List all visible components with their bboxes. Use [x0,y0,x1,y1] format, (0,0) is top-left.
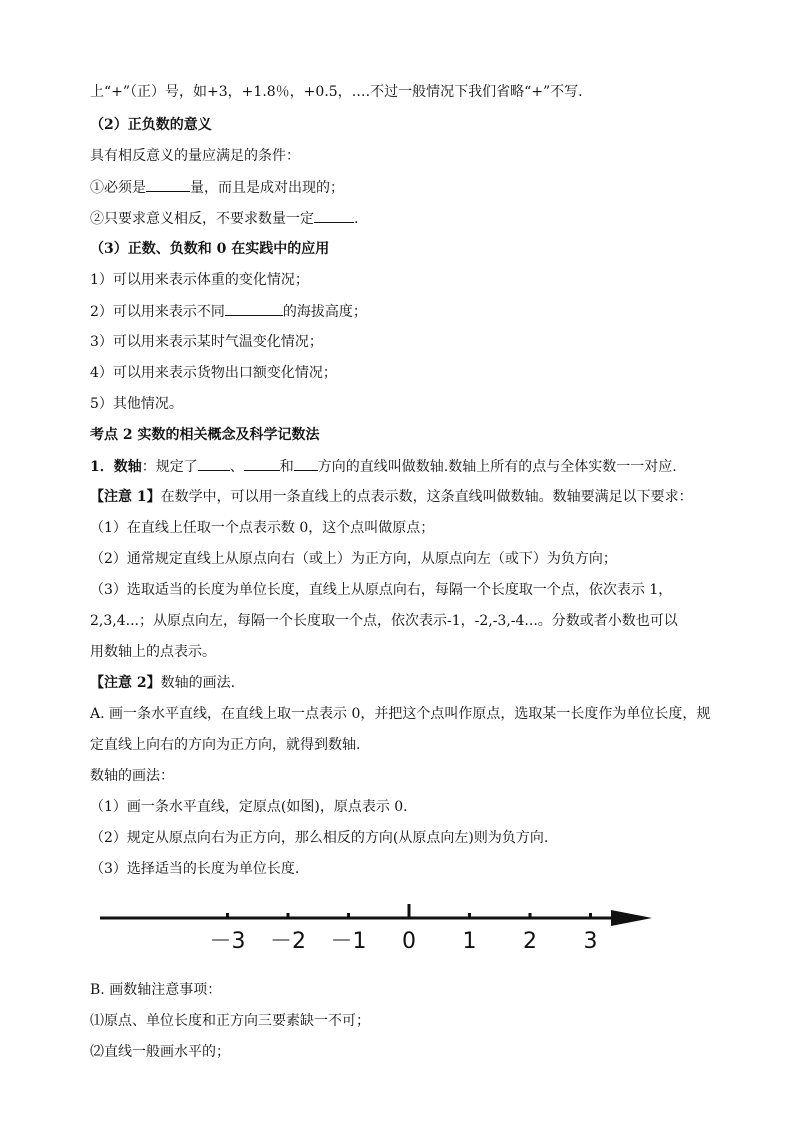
note-label: 【注意 1】 [90,489,161,505]
fill-in-blank [146,177,190,192]
text-line: 数轴的画法： [90,768,174,784]
text-line: ⑵直线一般画水平的； [90,1044,230,1060]
text-segment: 、 [229,459,244,475]
text-line: 上“+”（正）号，如+3，+1.8％，+0.5，….不过一般情况下我们省略“+”不写. [90,84,583,100]
fill-in-blank [225,301,283,316]
section-heading: （3）正数、负数和 0 在实践中的应用 [90,241,330,257]
arrow-head-icon [611,910,652,926]
text-segment: 和 [279,459,294,475]
tick-label: －2 [270,929,306,954]
text-line [90,456,677,477]
text-line: B. 画数轴注意事项： [90,982,222,998]
text-line: 4）可以用来表示货物出口额变化情况； [90,365,337,381]
text-segment: 方向的直线叫做数轴.数轴上所有的点与全体实数一一对应. [317,459,677,475]
tick-label-group [210,929,598,954]
tick-label: －3 [209,929,246,954]
text-line [90,208,358,229]
text-line: ⑴原点、单位长度和正方向三要素缺一不可； [90,1013,370,1029]
text-line: 2,3,4...；从原点向左，每隔一个长度取一个点，依次表示-1，-2,-3,-4...。分数或者小数也可以 [90,613,678,629]
text-line: （2）规定从原点向右为正方向，那么相反的方向(从原点向左)则为负方向. [90,830,549,846]
text-segment: ①必须是 [90,180,146,196]
tick-label: 2 [523,929,537,954]
text-line: 1）可以用来表示体重的变化情况； [90,272,309,288]
text-line: 3）可以用来表示某时气温变化情况； [90,334,323,350]
text-line [90,301,367,322]
tick-group [228,904,591,918]
term-label: 1．数轴 [90,459,142,475]
text-line: （3）选取适当的长度为单位长度，直线上从原点向右，每隔一个长度取一个点，依次表示 1， [90,582,673,598]
text-segment: ：规定了 [141,459,198,475]
tick-label: 3 [583,929,598,954]
text-segment: 量，而且是成对出现的； [190,180,344,196]
text-line: 用数轴上的点表示。 [90,644,216,660]
text-segment: 2）可以用来表示不同 [90,304,225,320]
text-line: （1）在直线上任取一个点表示数 0，这个点叫做原点； [90,520,435,536]
text-line: （1）画一条水平直线，定原点(如图)，原点表示 0. [90,799,408,815]
text-segment: 在数学中，可以用一条直线上的点表示数，这条直线叫做数轴。数轴要满足以下要求： [160,489,693,505]
text-segment: . [354,211,359,227]
tick-label: 1 [462,929,477,954]
section-heading: （2）正负数的意义 [90,117,212,133]
text-segment: ②只要求意义相反，不要求数量一定 [90,211,314,227]
number-line-figure [98,896,658,960]
text-segment: 数轴的画法. [160,675,236,691]
text-line: A. 画一条水平直线，在直线上取一点表示 0，并把这个点叫作原点，选取某一长度作为单位长度，规 [90,706,711,722]
fill-in-blank [198,456,230,471]
tick-label: 0 [402,929,416,954]
text-segment: 的海拔高度； [282,304,367,320]
text-line [90,177,344,198]
fill-in-blank [314,208,354,223]
fill-in-blank [244,456,280,471]
section-heading: 考点 2 实数的相关概念及科学记数法 [90,427,320,443]
text-line [90,487,693,507]
text-line [90,673,235,693]
text-line: 定直线上向右的方向为正方向，就得到数轴. [90,737,361,753]
text-line: （3）选择适当的长度为单位长度. [90,861,300,877]
fill-in-blank [294,456,318,471]
note-label: 【注意 2】 [90,675,161,691]
text-line: 5）其他情况。 [90,396,183,412]
text-line: （2）通常规定直线上从原点向右（或上）为正方向，从原点向左（或下）为负方向； [90,551,617,567]
text-line: 具有相反意义的量应满足的条件： [90,148,300,164]
tick-label: －1 [330,929,367,954]
